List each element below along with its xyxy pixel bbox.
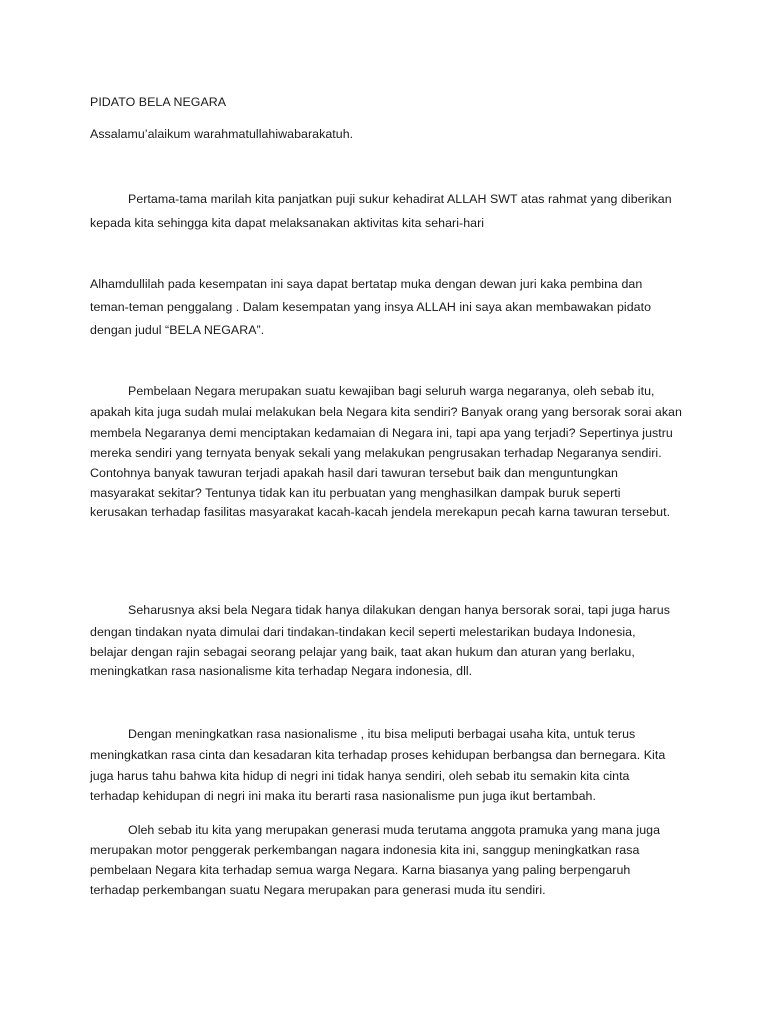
greeting: Assalamu’alaikum warahmatullahiwabarakatuh. <box>90 127 354 141</box>
paragraph-line: kerusakan terhadap fasilitas masyarakat kacah-kacah jendela merekapun pecah karna tawuran tersebut. <box>90 505 671 519</box>
paragraph-line: juga harus tahu bahwa kita hidup di negri ini tidak hanya sendiri, oleh sebab itu semakin kita cinta <box>90 769 630 783</box>
paragraph-line: mereka sendiri yang ternyata benyak sekali yang melakukan pengrusakan terhadap Negaranya sendiri. <box>90 446 662 460</box>
paragraph-line: Seharusnya aksi bela Negara tidak hanya dilakukan dengan hanya bersorak sorai, tapi juga harus <box>128 603 670 617</box>
paragraph-line: pembelaan Negara kita terhadap semua warga Negara. Karna biasanya yang paling berpengaruh <box>90 863 631 877</box>
paragraph-line: meningkatkan rasa cinta dan kesadaran kita terhadap proses kehidupan berbangsa dan bernegara. Kita <box>90 748 666 762</box>
document-title: PIDATO BELA NEGARA <box>90 95 227 109</box>
paragraph-line: apakah kita juga sudah mulai melakukan bela Negara kita sendiri? Banyak orang yang bersorak sorai akan <box>90 405 682 419</box>
paragraph-line: belajar dengan rajin sebagai seorang pelajar yang baik, taat akan hukum dan aturan yang berlaku, <box>90 645 635 659</box>
paragraph-line: terhadap kehidupan di negri ini maka itu berarti rasa nasionalisme pun juga ikut bertambah. <box>90 789 596 803</box>
paragraph-line: kepada kita sehingga kita dapat melaksanakan aktivitas kita sehari-hari <box>90 216 485 230</box>
paragraph-line: masyarakat sekitar? Tentunya tidak kan itu perbuatan yang menghasilkan dampak buruk seperti <box>90 486 621 500</box>
paragraph-line: teman-teman penggalang . Dalam kesempatan yang insya ALLAH ini saya akan membawakan pidato <box>90 300 652 314</box>
paragraph-line: Pembelaan Negara merupakan suatu kewajiban bagi seluruh warga negaranya, oleh sebab itu, <box>128 384 655 398</box>
paragraph-line: membela Negaranya demi menciptakan kedamaian di Negara ini, tapi apa yang terjadi? Sepertinya justru <box>90 426 673 440</box>
paragraph-line: merupakan motor penggerak perkembangan nagara indonesia kita ini, sanggup meningkatkan rasa <box>90 843 640 857</box>
paragraph-line: meningkatkan rasa nasionalisme kita terhadap Negara indonesia, dll. <box>90 664 473 678</box>
paragraph-line: Oleh sebab itu kita yang merupakan generasi muda terutama anggota pramuka yang mana juga <box>128 823 661 837</box>
paragraph-line: Dengan meningkatkan rasa nasionalisme , itu bisa meliputi berbagai usaha kita, untuk terus <box>128 727 636 741</box>
paragraph-line: Contohnya banyak tawuran terjadi apakah hasil dari tawuran tersebut baik dan menguntungkan <box>90 466 619 480</box>
paragraph-line: terhadap perkembangan suatu Negara merupakan para generasi muda itu sendiri. <box>90 883 546 897</box>
paragraph-line: dengan judul “BELA NEGARA”. <box>90 323 265 337</box>
paragraph-line: Alhamdullilah pada kesempatan ini saya dapat bertatap muka dengan dewan juri kaka pembina dan <box>90 277 643 291</box>
paragraph-line: Pertama-tama marilah kita panjatkan puji sukur kehadirat ALLAH SWT atas rahmat yang diberikan <box>128 192 672 206</box>
paragraph-line: dengan tindakan nyata dimulai dari tindakan-tindakan kecil seperti melestarikan budaya Indonesia, <box>90 625 636 639</box>
